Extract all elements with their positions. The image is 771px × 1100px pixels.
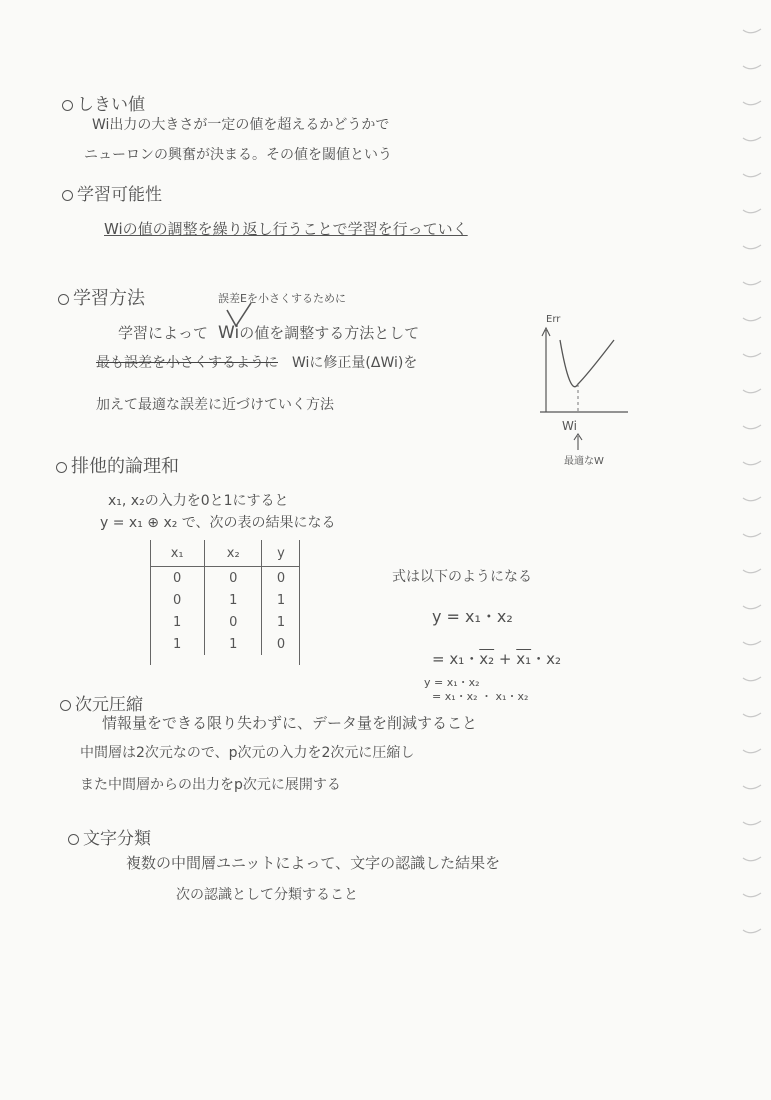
binder-ring-mark: [743, 389, 761, 393]
threshold-line-1: Wi出力の大きさが一定の値を超えるかどうかで: [92, 117, 390, 133]
error-curve: [560, 340, 614, 387]
annotation-note: 誤差Eを小さくするために: [218, 292, 346, 305]
binder-ring-mark: [743, 209, 761, 213]
binder-ring-mark: [743, 101, 761, 105]
binder-ring-mark: [743, 785, 761, 789]
table-cell: 1: [276, 614, 286, 630]
binder-ring-mark: [743, 137, 761, 141]
threshold-line-2: ニューロンの興奮が決まる。その値を閾値という: [84, 147, 392, 163]
binder-ring-mark: [743, 641, 761, 645]
truth-table-header: x₂: [205, 540, 262, 567]
binder-ring-mark: [743, 497, 761, 501]
binder-ring-mark: [743, 533, 761, 537]
graph-note: 最適なW: [564, 456, 604, 467]
learning-method-line-3: 加えて最適な誤差に近づけていく方法: [96, 397, 334, 413]
table-cell: 0: [205, 611, 262, 633]
xor-line-1: x₁, x₂の入力を0と1にすると: [108, 493, 289, 509]
binder-ring-mark: [743, 281, 761, 285]
section-heading-threshold: しきい値: [62, 90, 145, 115]
table-cell: 0: [205, 567, 262, 590]
binder-ring-mark: [743, 713, 761, 717]
table-cell: 1: [150, 633, 205, 655]
binder-ring-mark: [743, 317, 761, 321]
binder-ring-marks: [731, 0, 771, 1100]
binder-ring-mark: [743, 857, 761, 861]
section-heading-dimension-reduction: 次元圧縮: [60, 690, 143, 715]
binder-ring-mark: [743, 929, 761, 933]
binder-ring-mark: [743, 461, 761, 465]
xor-line-2: y = x₁ ⊕ x₂ で、次の表の結果になる: [100, 515, 336, 531]
dimension-line-3: また中間層からの出力をp次元に展開する: [80, 777, 341, 793]
table-cell: 1: [150, 611, 205, 633]
table-cell: 1: [276, 592, 286, 608]
binder-ring-mark: [743, 749, 761, 753]
bullet-icon: [56, 462, 67, 473]
graph-x-label: Wi: [562, 419, 577, 433]
bullet-icon: [58, 294, 69, 305]
bullet-icon: [68, 834, 79, 845]
bullet-icon: [62, 190, 73, 201]
truth-table-header: x₁: [150, 540, 205, 567]
character-line-1: 複数の中間層ユニットによって、文字の認識した結果を: [126, 854, 501, 872]
binder-ring-mark: [743, 677, 761, 681]
binder-ring-mark: [743, 353, 761, 357]
dimension-line-2: 中間層は2次元なので、p次元の入力を2次元に圧縮し: [80, 745, 415, 761]
table-cell: 1: [205, 633, 262, 655]
error-curve-graph: [532, 312, 642, 472]
section-heading-learning-method: 学習方法: [58, 284, 145, 310]
binder-ring-mark: [743, 821, 761, 825]
binder-ring-mark: [743, 569, 761, 573]
section-heading-xor: 排他的論理和: [56, 452, 179, 478]
bullet-icon: [60, 700, 71, 711]
section-heading-character-classification: 文字分類: [68, 824, 151, 849]
learning-method-line-2: 最も誤差を小さくするように Wiに修正量(ΔWi)を: [96, 355, 418, 371]
formula-line-1: y = x₁・x₂: [432, 607, 513, 626]
character-line-2: 次の認識として分類すること: [176, 887, 358, 903]
bullet-icon: [62, 100, 73, 111]
binder-ring-mark: [743, 245, 761, 249]
binder-ring-mark: [743, 29, 761, 33]
binder-ring-mark: [743, 425, 761, 429]
section-heading-learnability: 学習可能性: [62, 180, 162, 205]
dimension-line-1: 情報量をできる限り失わずに、データ量を削減すること: [102, 714, 478, 732]
table-cell: 0: [276, 570, 286, 586]
learnability-line-1: Wiの値の調整を繰り返し行うことで学習を行っていく: [104, 220, 468, 238]
table-cell: 0: [150, 567, 205, 590]
formula-line-2: = x₁・x₂ + x₁・x₂: [432, 650, 562, 668]
graph-y-label: Err: [546, 314, 561, 325]
table-cell: 0: [276, 636, 286, 652]
truth-table: [150, 540, 300, 665]
truth-table-header: y: [262, 540, 300, 567]
binder-ring-mark: [743, 893, 761, 897]
formula-intro: 式は以下のようになる: [392, 569, 532, 585]
binder-ring-mark: [743, 65, 761, 69]
table-cell: 1: [205, 589, 262, 611]
truth-table-frame: [150, 540, 300, 665]
formula-line-3: y = x₁・x₂: [424, 676, 480, 689]
binder-ring-mark: [743, 605, 761, 609]
learning-method-line-1: 学習によって Wiの値を調整する方法として: [118, 323, 420, 343]
binder-ring-mark: [743, 173, 761, 177]
formula-line-4: = x₁・x₂ ・ x₁・x₂: [432, 690, 529, 703]
table-cell: 0: [150, 589, 205, 611]
